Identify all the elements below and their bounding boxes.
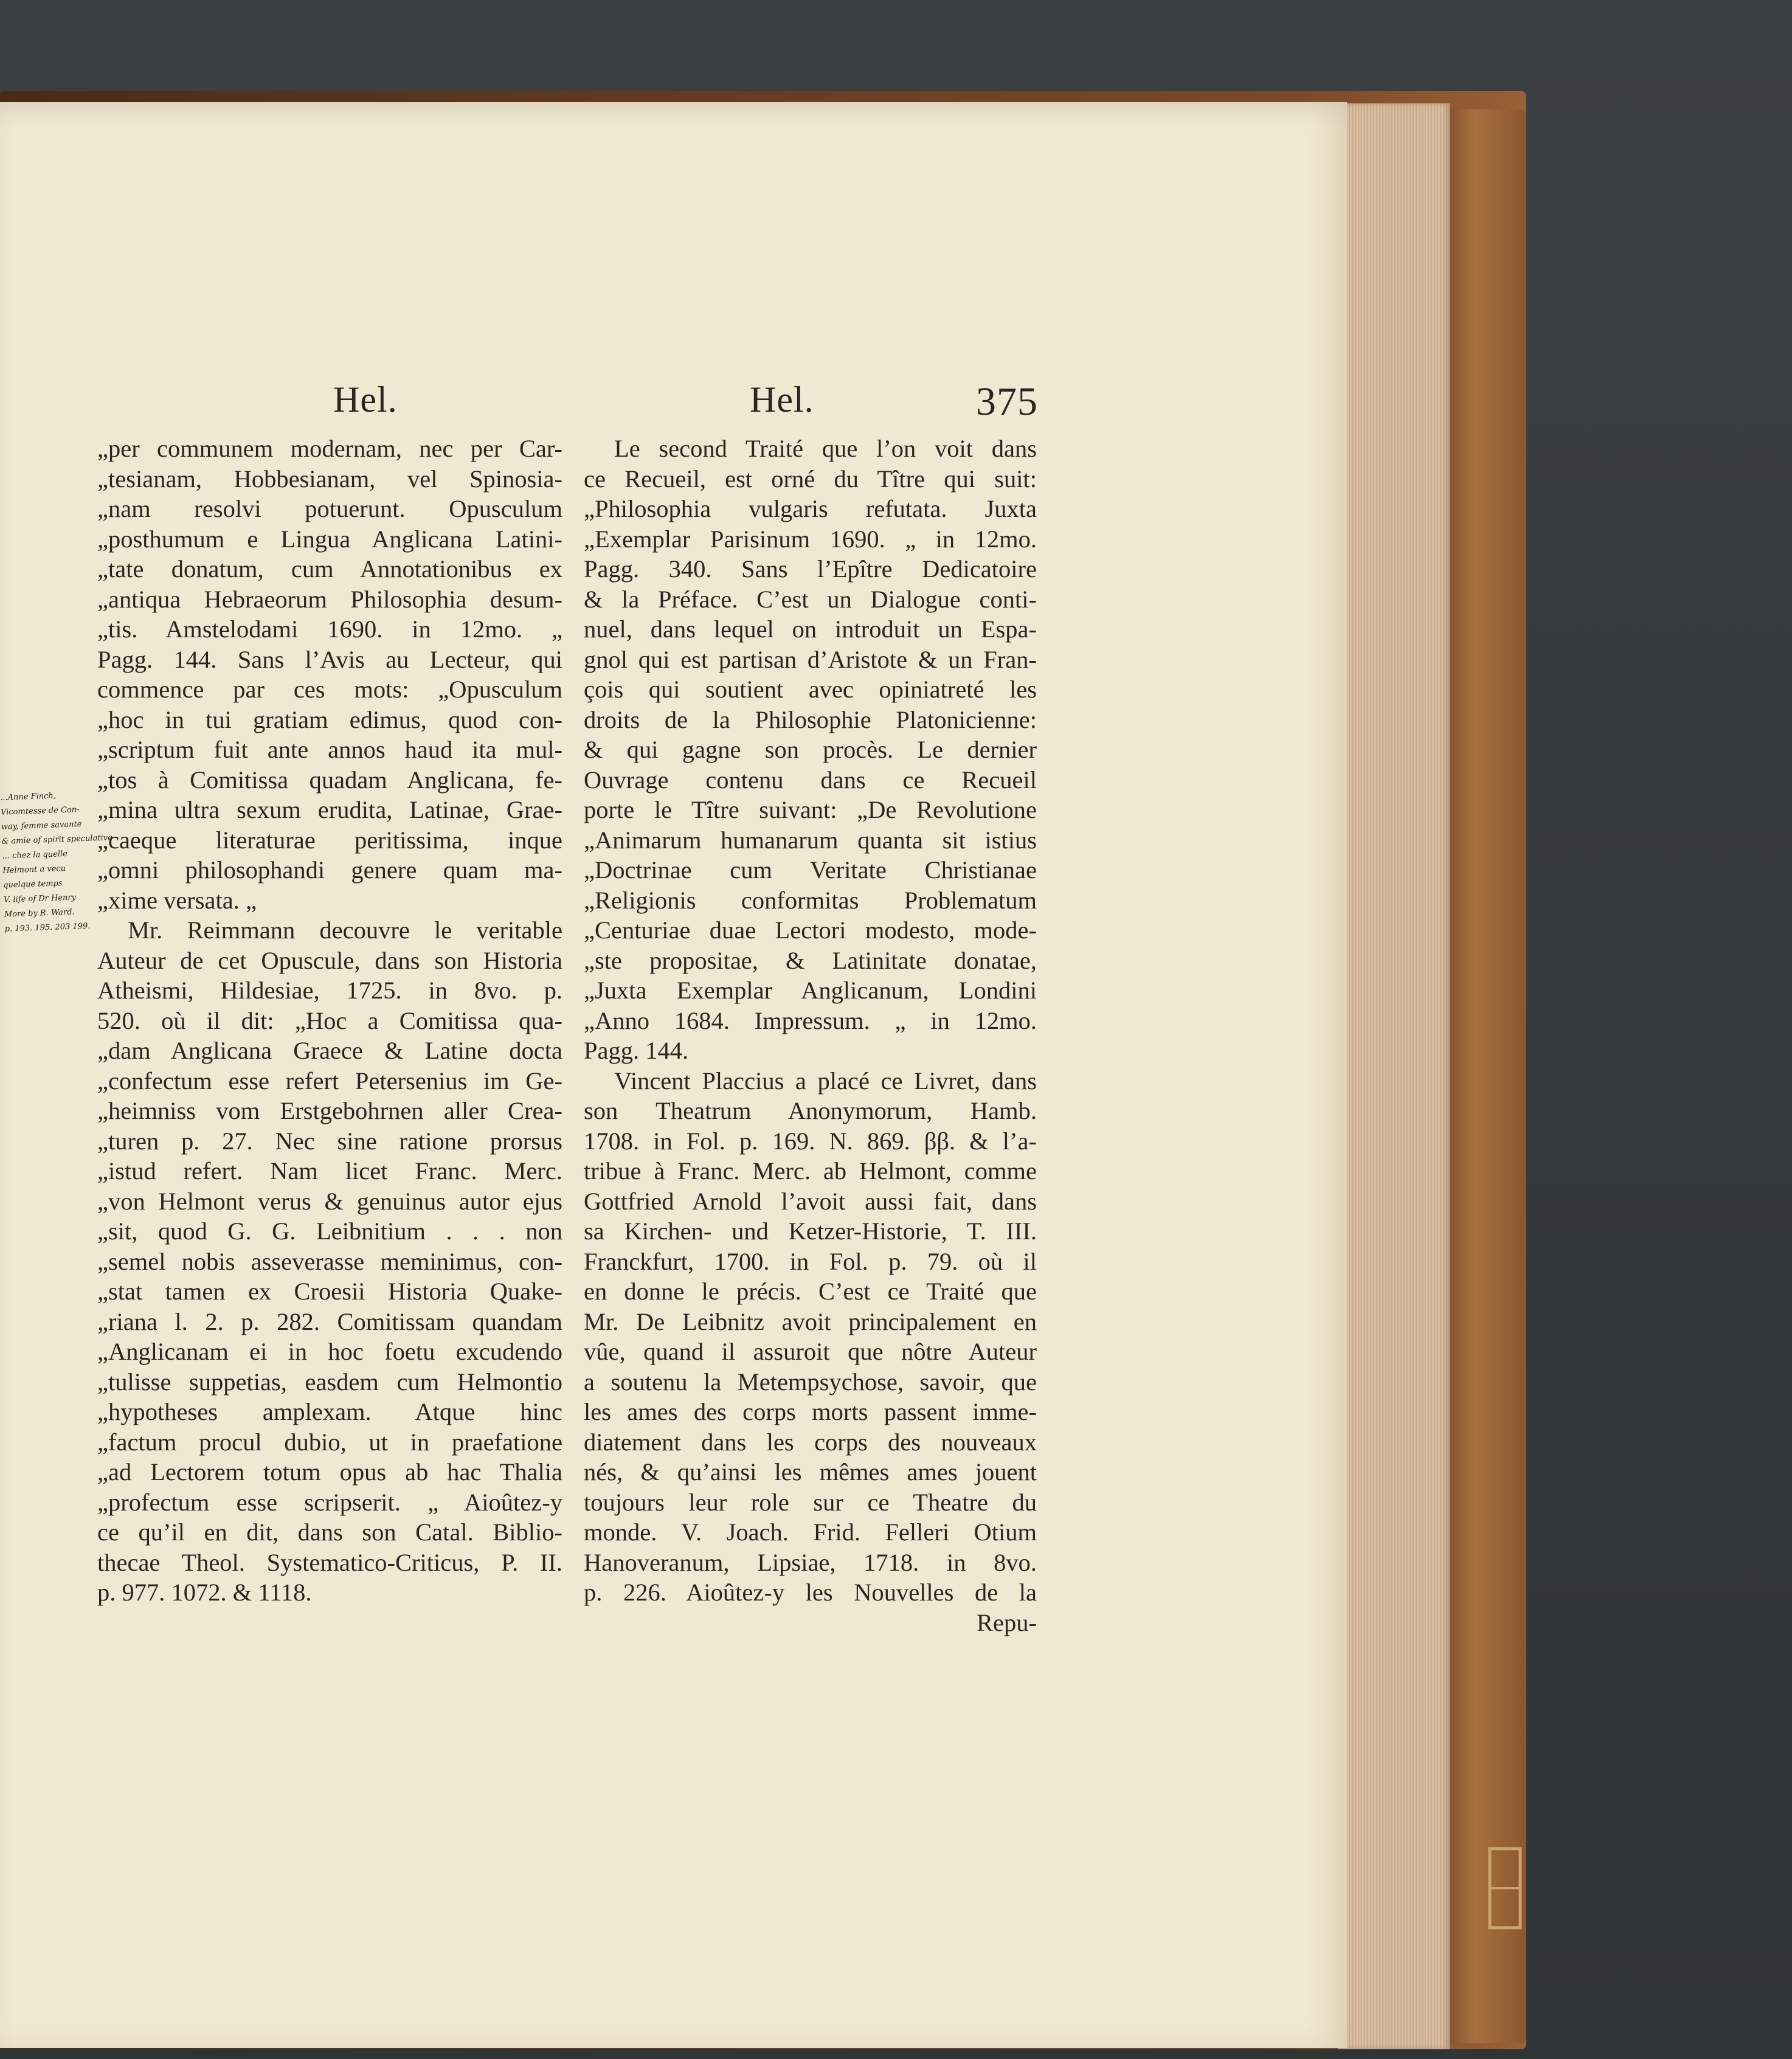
text-line: „ste propositae, & Latinitate donatae, — [584, 946, 1037, 974]
text-line: p. 977. 1072. & 1118. — [97, 1579, 312, 1606]
text-line: „Animarum humanarum quanta sit istius — [584, 826, 1037, 854]
text-line: Hanoveranum, Lipsiae, 1718. in 8vo. — [584, 1548, 1037, 1576]
text-line: Pagg. 340. Sans l’Epître Dedicatoire — [584, 555, 1037, 583]
text-line: „mina ultra sexum erudita, Latinae, Grae- — [97, 796, 562, 823]
book-page — [0, 102, 1347, 2048]
text-line: Atheismi, Hildesiae, 1725. in 8vo. p. — [97, 977, 562, 1004]
text-line: „per communem modernam, nec per Car- — [97, 435, 562, 462]
text-line: „Anglicanam ei in hoc foetu excudendo — [97, 1338, 562, 1365]
text-line: tribue à Franc. Merc. ab Helmont, comme — [584, 1157, 1037, 1185]
text-line: „tate donatum, cum Annotationibus ex — [97, 555, 562, 583]
text-line: „dam Anglicana Graece & Latine docta — [97, 1037, 562, 1064]
text-line: 1708. in Fol. p. 169. N. 869. ββ. & l’a- — [584, 1127, 1037, 1155]
marginal-note-line: V. life of Dr Henry — [3, 893, 77, 905]
text-line: toujours leur role sur ce Theatre du — [584, 1488, 1037, 1516]
text-line: „omni philosophandi genere quam ma- — [97, 856, 562, 884]
text-line: en donne le précis. C’est ce Traité que — [584, 1278, 1037, 1305]
text-line: „sit, quod G. G. Leibnitium . . . non — [97, 1217, 562, 1245]
text-line: Repu- — [977, 1608, 1037, 1636]
text-line: ce qu’il en dit, dans son Catal. Biblio- — [97, 1518, 562, 1546]
text-line: ce Recueil, est orné du Tître qui suit: — [584, 465, 1037, 493]
text-line: „ad Lectorem totum opus ab hac Thalia — [97, 1458, 562, 1486]
book-cover-edge — [1441, 109, 1526, 2043]
text-line: nuel, dans lequel on introduit un Espa- — [584, 615, 1037, 643]
text-line: son Theatrum Anonymorum, Hamb. — [584, 1097, 1037, 1124]
marginal-note-line: ... chez la quelle — [2, 849, 68, 861]
text-line: çois qui soutient avec opiniatreté les — [584, 676, 1037, 703]
marginal-note-line: More by R. Ward. — [4, 907, 75, 919]
text-line: „factum procul dubio, ut in praefatione — [97, 1428, 562, 1456]
text-line: „Juxta Exemplar Anglicanum, Londini — [584, 977, 1037, 1004]
text-line: „posthumum e Lingua Anglicana Latini- — [97, 525, 562, 553]
text-line: „hoc in tui gratiam edimus, quod con- — [97, 705, 562, 733]
text-line: „Anno 1684. Impressum. „ in 12mo. — [584, 1006, 1037, 1034]
text-line: „riana l. 2. p. 282. Comitissam quandam — [97, 1307, 562, 1335]
text-line: „Religionis conformitas Problematum — [584, 886, 1037, 914]
text-line: „stat tamen ex Croesii Historia Quake- — [97, 1278, 562, 1305]
running-head-left: Hel. — [333, 379, 398, 420]
text-line: les ames des corps morts passent imme- — [584, 1398, 1037, 1425]
text-line: „tesianam, Hobbesianam, vel Spinosia- — [97, 465, 562, 493]
text-line: porte le Tître suivant: „De Revolutione — [584, 796, 1037, 823]
text-line: Ouvrage contenu dans ce Recueil — [584, 766, 1037, 794]
spine-ornament-icon — [1487, 1846, 1523, 1931]
text-line: a soutenu la Metempsychose, savoir, que — [584, 1368, 1037, 1396]
text-line: „von Helmont verus & genuinus autor ejus — [97, 1187, 562, 1215]
text-line: „tos à Comitissa quadam Anglicana, fe- — [97, 766, 562, 794]
text-line: commence par ces mots: „Opusculum — [97, 676, 562, 703]
left-column — [97, 434, 562, 1608]
right-column — [584, 434, 1037, 1638]
text-line: droits de la Philosophie Platonicienne: — [584, 705, 1037, 733]
page-number: 375 — [976, 379, 1038, 424]
text-line: Franckfurt, 1700. in Fol. p. 79. où il — [584, 1247, 1037, 1275]
text-line: diatement dans les corps des nouveaux — [584, 1428, 1037, 1456]
marginal-note-line: Helmont a vecu — [2, 863, 66, 876]
marginal-note-line: & amie of spirit speculative — [1, 833, 113, 846]
text-line: Auteur de cet Opuscule, dans son Historia — [97, 946, 562, 974]
text-line: „profectum esse scripserit. „ Aioûtez-y — [97, 1488, 562, 1516]
text-line: „hypotheses amplexam. Atque hinc — [97, 1398, 562, 1425]
text-line: Le second Traité que l’on voit dans — [614, 435, 1037, 462]
text-line: Gottfried Arnold l’avoit aussi fait, dans — [584, 1187, 1037, 1215]
text-line: „semel nobis asseverasse meminimus, con- — [97, 1247, 562, 1275]
text-line: „antiqua Hebraeorum Philosophia desum- — [97, 585, 562, 613]
text-line: Pagg. 144. Sans l’Avis au Lecteur, qui — [97, 645, 562, 673]
text-line: „tulisse suppetias, easdem cum Helmontio — [97, 1368, 562, 1396]
text-line: sa Kirchen- und Ketzer-Historie, T. III. — [584, 1217, 1037, 1245]
text-line: & la Préface. C’est un Dialogue conti- — [584, 585, 1037, 613]
text-line: Pagg. 144. — [584, 1037, 689, 1064]
text-line: nés, & qu’ainsi les mêmes ames jouent — [584, 1458, 1037, 1486]
text-line: „heimniss vom Erstgebohrnen aller Crea- — [97, 1097, 562, 1124]
text-line: Mr. Reimmann decouvre le veritable — [128, 916, 562, 944]
marginal-note-line: Vicomtesse de Con- — [0, 805, 80, 817]
text-line: thecae Theol. Systematico-Criticus, P. II. — [97, 1548, 562, 1576]
text-line: Vincent Placcius a placé ce Livret, dans — [614, 1067, 1037, 1095]
text-line: „confectum esse refert Petersenius im Ge- — [97, 1067, 562, 1095]
text-line: „istud refert. Nam licet Franc. Merc. — [97, 1157, 562, 1185]
marginal-note-line: ...Anne Finch, — [0, 791, 57, 803]
text-line: 520. où il dit: „Hoc a Comitissa qua- — [97, 1006, 562, 1034]
text-line: monde. V. Joach. Frid. Felleri Otium — [584, 1518, 1037, 1546]
text-line: gnol qui est partisan d’Aristote & un Fran- — [584, 645, 1037, 673]
text-line: „caeque literaturae peritissima, inque — [97, 826, 562, 854]
text-line: „scriptum fuit ante annos haud ita mul- — [97, 736, 562, 763]
text-line: vûe, quand il assuroit que nôtre Auteur — [584, 1338, 1037, 1365]
page-edges — [1338, 103, 1450, 2049]
marginal-note-line: quelque temps — [3, 879, 63, 890]
text-line: „nam resolvi potuerunt. Opusculum — [97, 495, 562, 522]
running-head-center: Hel. — [750, 379, 814, 420]
text-line: „turen p. 27. Nec sine ratione prorsus — [97, 1127, 562, 1155]
text-line: „Philosophia vulgaris refutata. Juxta — [584, 495, 1037, 522]
text-line: „Centuriae duae Lectori modesto, mode- — [584, 916, 1037, 944]
text-line: „xime versata. „ — [97, 886, 257, 914]
marginal-note-line: p. 193. 195. 203 199. — [4, 921, 91, 934]
text-line: p. 226. Aioûtez-y les Nouvelles de la — [584, 1579, 1037, 1606]
text-line: „tis. Amstelodami 1690. in 12mo. „ — [97, 615, 562, 643]
text-line: „Exemplar Parisinum 1690. „ in 12mo. — [584, 525, 1037, 553]
text-line: Mr. De Leibnitz avoit principalement en — [584, 1307, 1037, 1335]
text-line: & qui gagne son procès. Le dernier — [584, 736, 1037, 763]
text-line: „Doctrinae cum Veritate Christianae — [584, 856, 1037, 884]
handwritten-marginal-note — [0, 787, 113, 936]
marginal-note-line: way, femme savante — [1, 820, 82, 832]
